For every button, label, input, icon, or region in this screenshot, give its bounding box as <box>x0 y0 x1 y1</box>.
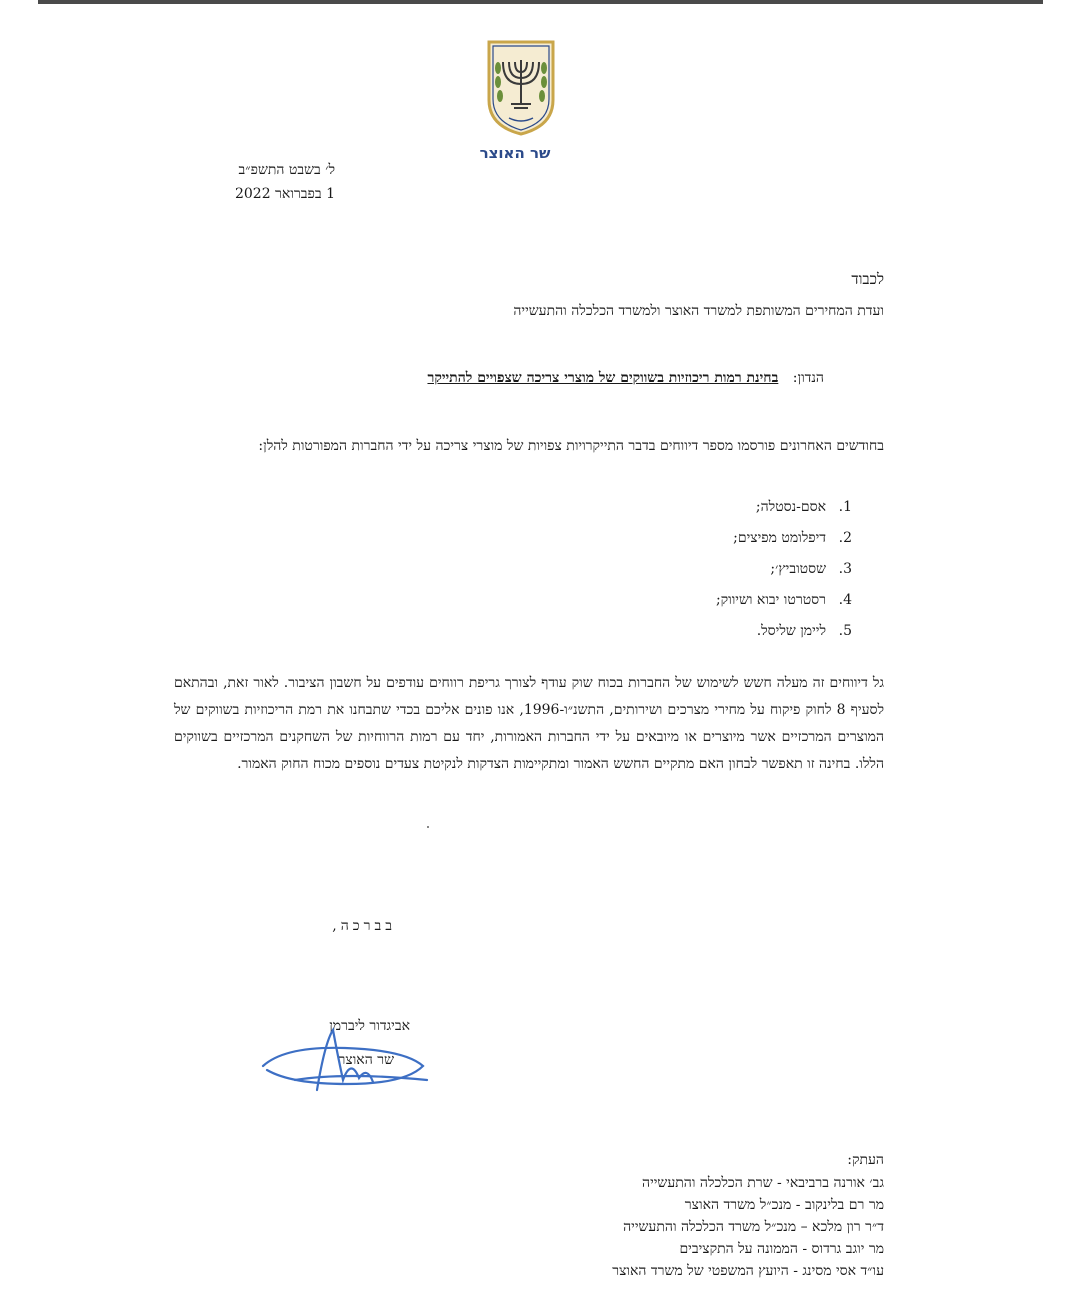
scan-top-edge <box>38 0 1043 4</box>
list-item-name: אסם-נסטלה; <box>755 499 826 515</box>
list-item-name: דיפלומט מפיצים; <box>733 530 826 546</box>
list-item: מר רם בלינקוב - מנכ״ל משרד האוצר <box>684 1197 884 1213</box>
handwritten-signature-icon <box>255 1022 435 1098</box>
list-item-name: שסטוביץ׳; <box>770 561 826 577</box>
state-emblem-icon <box>483 38 559 136</box>
company-list <box>552 492 852 647</box>
recipient-addressee: ועדת המחירים המשותפת למשרד האוצר ולמשרד הכלכלה והתעשייה <box>513 303 884 319</box>
subject-label: הנדון: <box>792 370 824 386</box>
list-item <box>552 492 852 523</box>
signer-name: אביגדור ליברמן <box>329 1018 410 1034</box>
list-item-number: 2. <box>838 530 852 546</box>
body-paragraph-request: גל דיווחים זה מעלה חשש לשימוש של החברות בכוח שוק עודף לצורך גריפת רווחים עודפים על חשבון הציבור. לאור זאת, ובהתאם לסעיף 8 לחוק פיקוח על מחירי מצרכים ושירותים, התשנ״ו-1996, אנו פונים אליכם בכדי שתבחנו את רמת הריכוזיות בשווקים של המוצרים המרכזיים אשר מיוצרים או מיובאים על ידי החברות האמורות, יחד עם רמות הרווחיות של השחקנים המרכזיים בשווקים הללו. בחינה זו תאפשר לבחון האם מתקיים החשש האמור ומתקיימות הצדקות לנקיטת צעדים נוספים מכוח החוק האמור. <box>174 675 885 772</box>
list-item <box>552 523 852 554</box>
list-item: גב׳ אורנה ברביבאי - שרת הכלכלה והתעשייה <box>642 1175 884 1191</box>
subject-text: בחינת רמות ריכוזיות בשווקים של מוצרי צריכה שצפויים להתייקר <box>427 370 779 386</box>
list-item: עו״ד אסי מסינג - היועץ המשפטי של משרד האוצר <box>612 1263 884 1279</box>
list-item: מר יוגב גרדוס - הממונה על התקציבים <box>679 1241 884 1257</box>
signer-title: שר האוצר <box>338 1052 394 1068</box>
gregorian-date: 1 בפברואר 2022 <box>234 186 335 202</box>
list-item-number: 4. <box>838 592 852 608</box>
list-item-name: רסטרטו יבוא ושיווק; <box>715 592 826 608</box>
scan-speck <box>427 826 429 828</box>
list-item-number: 3. <box>838 561 852 577</box>
list-item-number: 1. <box>838 499 852 515</box>
hebrew-date: ל׳ בשבט התשפ״ב <box>238 162 335 178</box>
list-item <box>552 616 852 647</box>
recipient-salutation: לכבוד <box>851 270 884 288</box>
body-paragraph-intro: בחודשים האחרונים פורסמו מספר דיווחים בדבר התייקרויות צפויות של מוצרי צריכה על ידי החברות המפורטות להלן: <box>258 438 884 454</box>
cc-recipient-list <box>612 1172 884 1282</box>
letterhead-office-title: שר האוצר <box>479 144 551 162</box>
cc-label: העתק: <box>847 1152 884 1168</box>
list-item: ד״ר רון מלכא – מנכ״ל משרד הכלכלה והתעשייה <box>623 1219 884 1235</box>
list-item <box>552 585 852 616</box>
closing-blessing: בברכה, <box>332 918 396 934</box>
list-item <box>552 554 852 585</box>
list-item-name: ליימן שליסל. <box>756 623 826 639</box>
list-item-number: 5. <box>838 623 852 639</box>
subject-line <box>427 370 824 387</box>
